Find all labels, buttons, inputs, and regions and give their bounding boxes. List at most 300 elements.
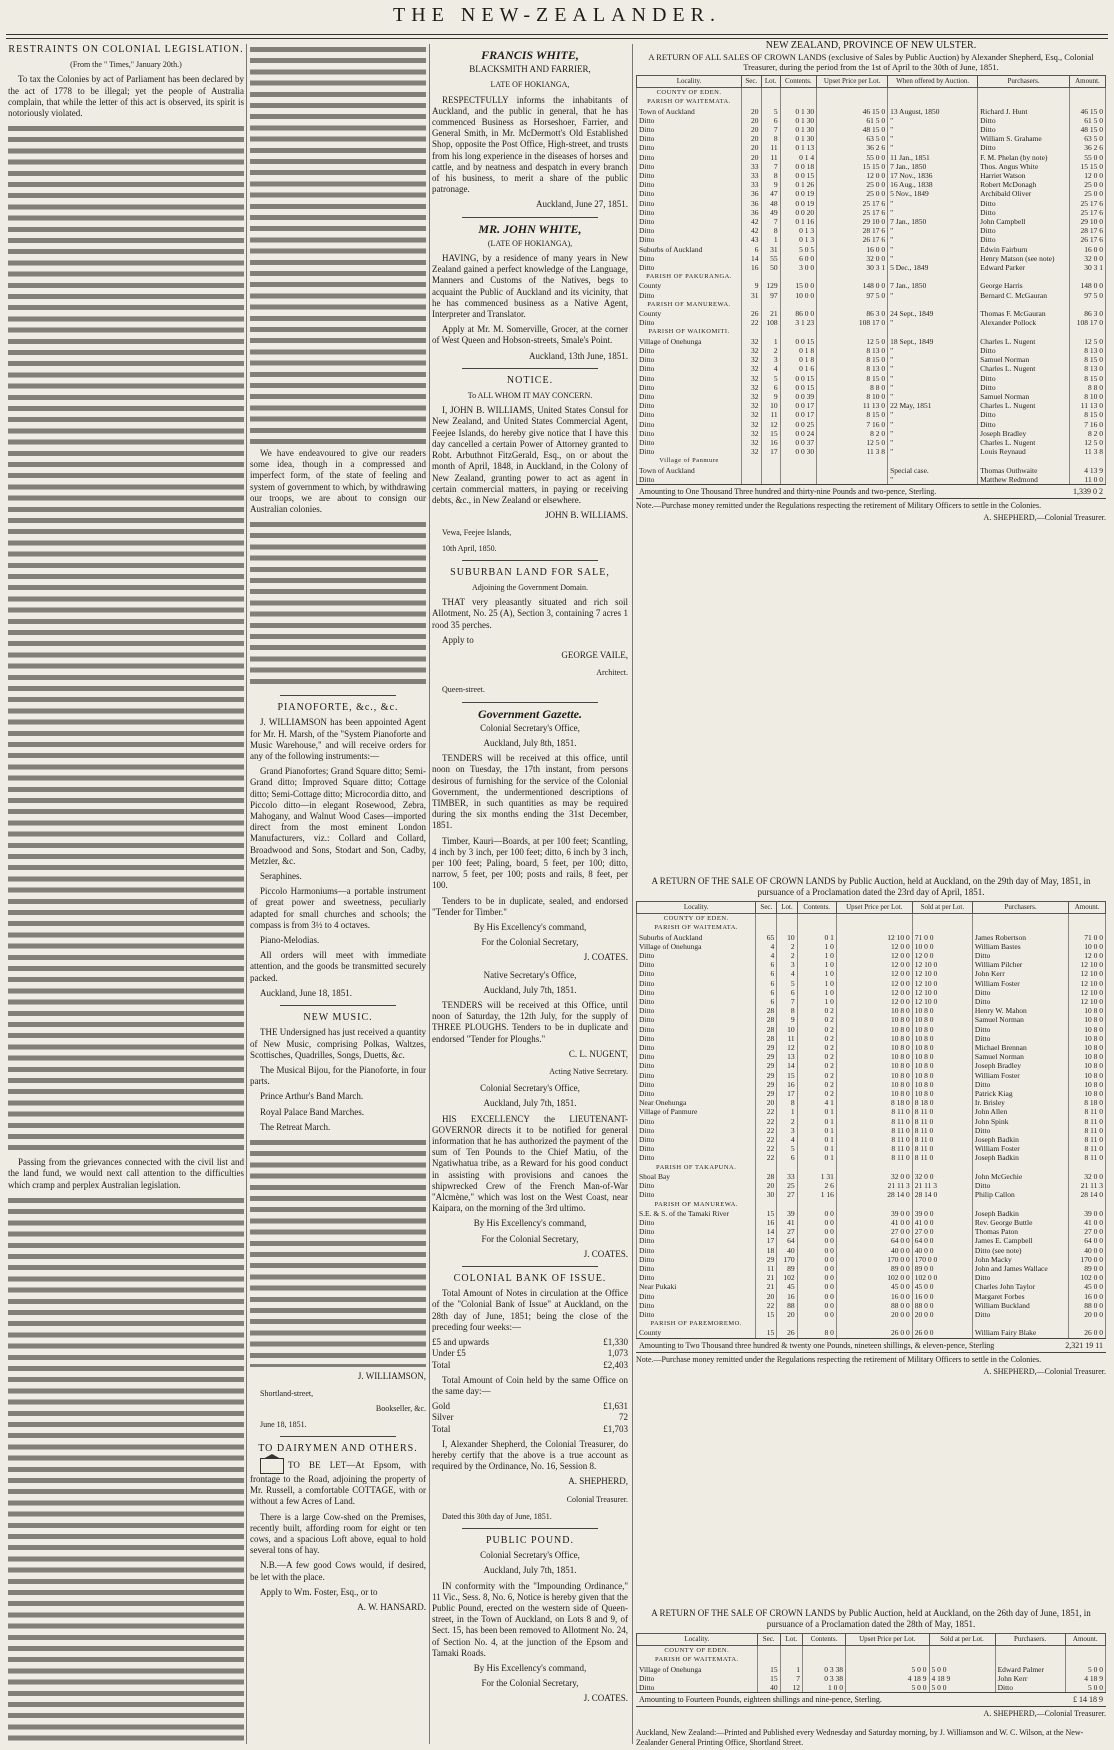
table-cell: 1 0 [797,997,836,1006]
table-cell: Philip Callon [972,1190,1068,1199]
table-row [637,475,1106,484]
table-cell: 2 [777,1117,797,1126]
table-cell: 32 [742,429,761,438]
gazette-role: Acting Native Secretary. [549,1067,628,1077]
column-header: Locality. [637,902,756,914]
table-cell [1069,1319,1106,1328]
table-cell [972,923,1068,932]
table-cell: COUNTY OF EDEN. [637,1646,758,1656]
table-cell: Ditto (see note) [972,1246,1068,1255]
ad-apply: Apply to Wm. Foster, Esq., or to [260,1586,378,1597]
table-cell: " [888,235,978,244]
ad-body-text: TO BE LET—At Epsom, with frontage to the Road, adjoining the property of Mr. Russell, a comfortable COTTAGE, with or without a few Acres of Land. [250,1460,426,1507]
table-cell: 21 [761,309,780,318]
table-cell: 10 8 0 [836,1071,912,1080]
ad-body: HAVING, by a residence of many years in New Zealand gained a perfect knowledge of the Language, Manners and Customs of the Natives, begs to acquaint the Public of Auckland and its vicinity, that he has commenced business as a Native Agent, Interpreter and Translator. [432,253,628,320]
table-cell: 10 8 0 [836,1061,912,1070]
table-cell: Ditto [637,1674,758,1683]
table-cell: Ditto [637,217,742,226]
table-cell: " [888,447,978,456]
table-row [637,337,1106,346]
table-cell: 0 1 30 [780,107,817,116]
table-cell [797,914,836,924]
table-cell: 28 17 6 [817,226,888,235]
table-cell: 26 [777,1328,797,1337]
table-row [637,960,1106,969]
table-cell [1069,1200,1106,1209]
table-cell: 0 0 37 [780,438,817,447]
table-cell: Ditto [637,162,742,171]
table-cell [757,1646,780,1656]
table-cell: Joseph Badkin [972,1209,1068,1218]
table-cell [836,1200,912,1209]
table-cell: Thos. Angus White [978,162,1070,171]
table-row [637,1190,1106,1199]
table-cell: William Foster [972,1144,1068,1153]
table-cell [761,300,780,309]
total-text: Amounting to One Thousand Three hundred and thirty-nine Pounds and two-pence, Sterling. [639,486,937,496]
bank-row-value: £1,631 [603,1401,628,1412]
table-cell: 12 10 0 [1069,997,1106,1006]
table-cell: 8 11 0 [836,1107,912,1116]
table-cell: 12 10 0 [1069,988,1106,997]
ad-note: N.B.—A few good Cows would, if desired, be let with the place. [250,1560,426,1582]
table-cell [742,97,761,106]
table-cell: Ditto [637,364,742,373]
table-cell [1069,88,1105,98]
table-cell: " [888,364,978,373]
return-table-3 [636,1608,1106,1719]
table-cell: Harriet Watson [978,171,1070,180]
table-cell: PARISH OF MANUREWA. [637,300,742,309]
bank-row [432,1412,628,1423]
table-cell: 89 0 0 [1069,1264,1106,1273]
table-cell: 8 [761,226,780,235]
table-cell [972,914,1068,924]
table-cell: 11 [756,1264,777,1273]
table-row [637,1655,1106,1664]
gazette-signature: C. L. NUGENT, [568,1048,628,1059]
table-row [637,1153,1106,1162]
column-header: Amount. [1065,1634,1105,1646]
table-row [637,1181,1106,1190]
table-cell: 61 5 0 [1069,116,1105,125]
table-cell: 3 [777,1126,797,1135]
table-cell: 28 14 0 [836,1190,912,1199]
table-cell [803,1655,846,1664]
table-cell: 6 [761,383,780,392]
table-cell: Ditto [637,226,742,235]
table-cell: 9 [742,281,761,290]
gazette-by: By His Excellency's command, [473,1218,587,1229]
table-cell [912,1163,972,1172]
gazette-date: Auckland, July 8th, 1851. [483,737,577,748]
table-cell: Ditto [637,1218,756,1227]
table-cell: 29 [756,1043,777,1052]
table-cell: 40 0 0 [1069,1246,1106,1255]
table-cell: Patrick Kiag [972,1089,1068,1098]
table-cell: Ditto [637,1052,756,1061]
table-cell: 28 [756,1034,777,1043]
table-note: Note.—Purchase money remitted under the Regulations respecting the retirement of Military Officers to settle in the Colonies. [636,1354,1042,1364]
table-row [637,1006,1106,1015]
table-cell: 8 11 0 [1069,1107,1106,1116]
table-cell: Ditto [637,392,742,401]
column-header: Amount. [1069,76,1105,88]
table-cell: 33 [742,162,761,171]
table-cell: Ditto [637,438,742,447]
table-cell: 32 [742,410,761,419]
table-cell: Suburbs of Auckland [637,933,756,942]
table-cell [1069,97,1105,106]
table-cell: Ditto [978,420,1070,429]
table-cell: Ditto [637,988,756,997]
table-cell: 32 [742,337,761,346]
table-cell: 102 0 0 [1069,1273,1106,1282]
table-cell: Ditto [978,125,1070,134]
table-row [637,88,1106,98]
table-cell: Ditto [637,420,742,429]
table-cell: 97 5 0 [817,291,888,300]
table-signature: A. SHEPHERD,—Colonial Treasurer. [983,1709,1106,1719]
table-cell: 0 0 19 [780,189,817,198]
table-cell: Town of Auckland [637,466,742,475]
table-cell [817,300,888,309]
table-cell [777,1319,797,1328]
table-row [637,392,1106,401]
table-cell: 10 8 0 [1069,1025,1106,1034]
gazette-office: Colonial Secretary's Office, [480,722,580,733]
table-cell: 12 0 0 [836,969,912,978]
table-cell: 12 10 0 [912,960,972,969]
table-cell: Ditto [637,143,742,152]
table-cell: Ditto [637,125,742,134]
table-cell: 12 0 0 [836,951,912,960]
ad-title: NEW MUSIC. [303,1012,373,1024]
table-cell: 1 [761,337,780,346]
table-cell: 10 8 0 [1069,1080,1106,1089]
ad-signature: A. W. HANSARD. [357,1601,426,1612]
table-cell: Ditto [972,1310,1068,1319]
bank-title: COLONIAL BANK OF ISSUE. [453,1273,607,1285]
table-cell: 4 1 [797,1098,836,1107]
table-cell: 0 1 30 [780,125,817,134]
masthead-rule-2 [6,38,1108,39]
column-2 [250,44,426,1744]
table-cell [757,1655,780,1664]
ad-role: Bookseller, &c. [375,1404,426,1414]
table-cell: 10 8 0 [912,1015,972,1024]
table-cell: 39 0 0 [836,1209,912,1218]
table-cell: Ditto [637,1310,756,1319]
divider [462,1266,598,1267]
column-header: Sold at per Lot. [912,902,972,914]
table-cell: John Campbell [978,217,1070,226]
table-cell: 8 11 0 [836,1144,912,1153]
table-cell: 16 0 0 [912,1292,972,1301]
table-cell: Ditto [637,153,742,162]
table-cell: 12 0 0 [836,942,912,951]
table-cell: Ir. Brisley [972,1098,1068,1107]
table-cell: 48 15 0 [817,125,888,134]
imprint-footer: Auckland, New Zealand:—Printed and Published every Wednesday and Saturday morning, by J. Williamson and W. C. Wilson, at the New-Zealander General Printing Office, Shortland Street. [636,1728,1084,1747]
table-row [637,272,1106,281]
table-cell: Ditto [637,979,756,988]
table-cell: 10 8 0 [912,1089,972,1098]
table-cell: 108 [761,318,780,327]
table-cell: 2 [761,346,780,355]
table-cell: 12 10 0 [912,979,972,988]
ad-body: All orders will meet with immediate attention, and the goods be transmitted securely packed. [250,950,426,983]
table-cell: 21 11 3 [1069,1181,1106,1190]
table-cell: " [888,116,978,125]
table-cell: Bernard C. McGauran [978,291,1070,300]
table-cell: James E. Campbell [972,1236,1068,1245]
table-cell: 0 1 [797,1135,836,1144]
table-title: A RETURN OF THE SALE OF CROWN LANDS by Public Auction, held at Auckland, on the 26th day of June, 1851, in pursuance of a Proclamation dated the 28th of May, 1851. [651,1608,1091,1629]
table-cell: Ditto [978,199,1070,208]
table-cell: COUNTY OF EDEN. [637,88,742,98]
table-row [637,1034,1106,1043]
table-cell: Joseph Badkin [972,1135,1068,1144]
table-cell: " [888,429,978,438]
table-cell [817,272,888,281]
table-cell: 15 [757,1674,780,1683]
table-cell: 15 [756,1310,777,1319]
table-cell: Ditto [637,1264,756,1273]
table-cell: Ditto [637,291,742,300]
table-row [637,346,1106,355]
table-cell: John and James Wallace [972,1264,1068,1273]
gazette-title: Government Gazette. [478,706,582,721]
divider [462,702,598,703]
table-cell: 0 0 [797,1273,836,1282]
table-cell: 102 0 0 [912,1273,972,1282]
ad-name: MR. JOHN WHITE, [478,221,582,236]
table-cell: 32 0 0 [1069,254,1105,263]
table-cell: Samuel Norman [972,1015,1068,1024]
column-header: Purchasers. [972,902,1068,914]
table-cell: Ditto [637,116,742,125]
table-cell: 13 [777,1052,797,1061]
total-amount: £ 14 18 9 [1073,1695,1103,1705]
table-cell: 32 [742,355,761,364]
table-cell: 129 [761,281,780,290]
column-header: Purchasers. [995,1634,1065,1646]
table-cell: 28 [756,1006,777,1015]
table-row [637,162,1106,171]
table-row [637,401,1106,410]
table-cell: 5 [761,374,780,383]
table-cell: 1 [777,1107,797,1116]
notice-title: NOTICE. [506,374,554,386]
table-cell: 5 Dec., 1849 [888,263,978,272]
table-cell: 41 0 0 [912,1218,972,1227]
table-row [637,383,1106,392]
table-row [637,1144,1106,1153]
table-row [637,1218,1106,1227]
table-row [637,309,1106,318]
table-cell: 21 11 3 [912,1181,972,1190]
table-cell: 1 16 [797,1190,836,1199]
gazette-for: For the Colonial Secretary, [481,937,579,948]
table-row [637,1683,1106,1692]
table-cell: 0 0 30 [780,447,817,456]
table-cell: 16 [777,1292,797,1301]
table-cell: Charles L. Nugent [978,337,1070,346]
table-cell: 20 [756,1098,777,1107]
table-cell: 48 15 0 [1069,125,1105,134]
table-row [637,1117,1106,1126]
table-cell: 20 0 0 [912,1310,972,1319]
table-row [637,1200,1106,1209]
table-cell: 6 [777,988,797,997]
table-cell: Henry W. Mahon [972,1006,1068,1015]
pound-title: PUBLIC POUND. [485,1534,574,1546]
table-row [637,1646,1106,1656]
table-cell: 26 0 0 [836,1328,912,1337]
table-cell: Ditto [972,1273,1068,1282]
table-cell: 4 [756,942,777,951]
column-header: Sec. [742,76,761,88]
table-cell: 32 [742,438,761,447]
table-cell: 10 8 0 [1069,1052,1106,1061]
table-cell: Ditto [637,1255,756,1264]
table-cell [912,1200,972,1209]
table-cell: 15 15 0 [817,162,888,171]
article-text-block [250,44,426,444]
table-row [637,318,1106,327]
ad-title: PIANOFORTE, &c., &c. [277,702,399,714]
total-amount: 2,321 19 11 [1065,1340,1103,1350]
table-cell: 11 13 0 [817,401,888,410]
table-cell: 6 [756,969,777,978]
table-cell: Ditto [637,1117,756,1126]
table-cell: 6 0 0 [780,254,817,263]
table-cell: Ditto [637,1227,756,1236]
table-cell: 0 1 [797,1144,836,1153]
table-cell: 7 Jan., 1850 [888,217,978,226]
table-row [637,997,1106,1006]
table-cell: 7 [761,217,780,226]
table-cell [817,327,888,336]
table-cell: 22 [756,1107,777,1116]
table-cell: 29 [756,1089,777,1098]
table-cell [978,327,1070,336]
table-row [637,300,1106,309]
table-row [637,1089,1106,1098]
article-text-block [8,123,244,1153]
table-cell: 46 15 0 [1069,107,1105,116]
table-cell: 28 14 0 [912,1190,972,1199]
total-text: Amounting to Two Thousand three hundred & twenty one Pounds, nineteen shillings, & eleven-pence, Sterling [639,1340,995,1350]
table-cell: 41 0 0 [1069,1218,1106,1227]
table-cell: 36 2 6 [817,143,888,152]
table-cell: 0 0 [797,1236,836,1245]
table-cell: 26 [742,309,761,318]
table-cell: 8 11 0 [836,1153,912,1162]
table-row [637,1310,1106,1319]
table-row [637,199,1106,208]
table-row [637,217,1106,226]
table-cell: 12 0 0 [836,979,912,988]
table-cell: S.E. & S. of the Tamaki River [637,1209,756,1218]
table-cell: 8 15 0 [817,355,888,364]
table-row [637,1264,1106,1273]
table-cell: 10 8 0 [912,1071,972,1080]
ad-body: THE Undersigned has just received a quantity of New Music, comprising Polkas, Waltzes, Scottisches, Quadrilles, Songs, Duetts, &c. [250,1027,426,1060]
table-cell: 5 0 0 [929,1665,995,1674]
table-cell: 6 [756,988,777,997]
table-cell: 30 [756,1190,777,1199]
ad-item: Royal Palace Band Marches. [260,1106,364,1117]
table-cell: Joseph Bradley [972,1061,1068,1070]
table-cell [742,300,761,309]
table-cell: 89 0 0 [912,1264,972,1273]
ad-date: Auckland, June 27, 1851. [536,199,628,210]
table-cell: 71 0 0 [912,933,972,942]
table-row [637,1052,1106,1061]
table-cell: 6 [756,979,777,988]
table-cell: 61 5 0 [817,116,888,125]
table-cell: William Fairy Blake [972,1328,1068,1337]
table-cell: 11 3 8 [817,447,888,456]
table-cell: 32 [742,383,761,392]
table-cell [978,456,1070,465]
table-cell: 8 0 [797,1328,836,1337]
table-row [637,988,1106,997]
column-header: Contents. [780,76,817,88]
table-cell: 8 11 0 [836,1117,912,1126]
table-cell: 0 2 [797,1025,836,1034]
table-cell: 0 2 [797,1034,836,1043]
table-cell: 8 11 0 [1069,1153,1106,1162]
table-cell: 5 0 5 [780,245,817,254]
table-cell: 9 [777,1015,797,1024]
table-cell: 16 [761,438,780,447]
table-cell: Ditto [978,410,1070,419]
table-cell: 0 0 15 [780,337,817,346]
masthead: THE NEW-ZEALANDER. [393,4,721,26]
ad-late: LATE OF HOKIANGA, [490,80,570,90]
table-cell: 45 0 0 [912,1282,972,1291]
table-cell: 64 0 0 [836,1236,912,1245]
table-cell: 12 10 0 [836,933,912,942]
table-cell: 27 [777,1227,797,1236]
table-cell: Ditto [972,951,1068,960]
table-cell: 0 0 19 [780,199,817,208]
bank-row [432,1337,628,1348]
gazette-body: Tenders to be in duplicate, sealed, and endorsed "Tender for Timber." [432,895,628,917]
table-cell: 25 0 0 [1069,180,1105,189]
table-row [637,1255,1106,1264]
column-1 [8,44,244,1744]
ad-date: Auckland, 13th June, 1851. [529,350,628,361]
table-cell: John Kerr [995,1674,1065,1683]
table-row [637,1246,1106,1255]
table-cell: Ditto [637,374,742,383]
table-cell: 14 [742,254,761,263]
table-cell: " [888,143,978,152]
table-cell: Samuel Norman [978,392,1070,401]
ad-late: (LATE OF HOKIANGA), [487,238,573,248]
table-cell: 8 10 0 [817,392,888,401]
table-cell: " [888,125,978,134]
table-cell: " [888,438,978,447]
ad-title: TO DAIRYMEN AND OTHERS. [258,1442,418,1454]
table-cell [888,88,978,98]
table-cell: William Pilcher [972,960,1068,969]
